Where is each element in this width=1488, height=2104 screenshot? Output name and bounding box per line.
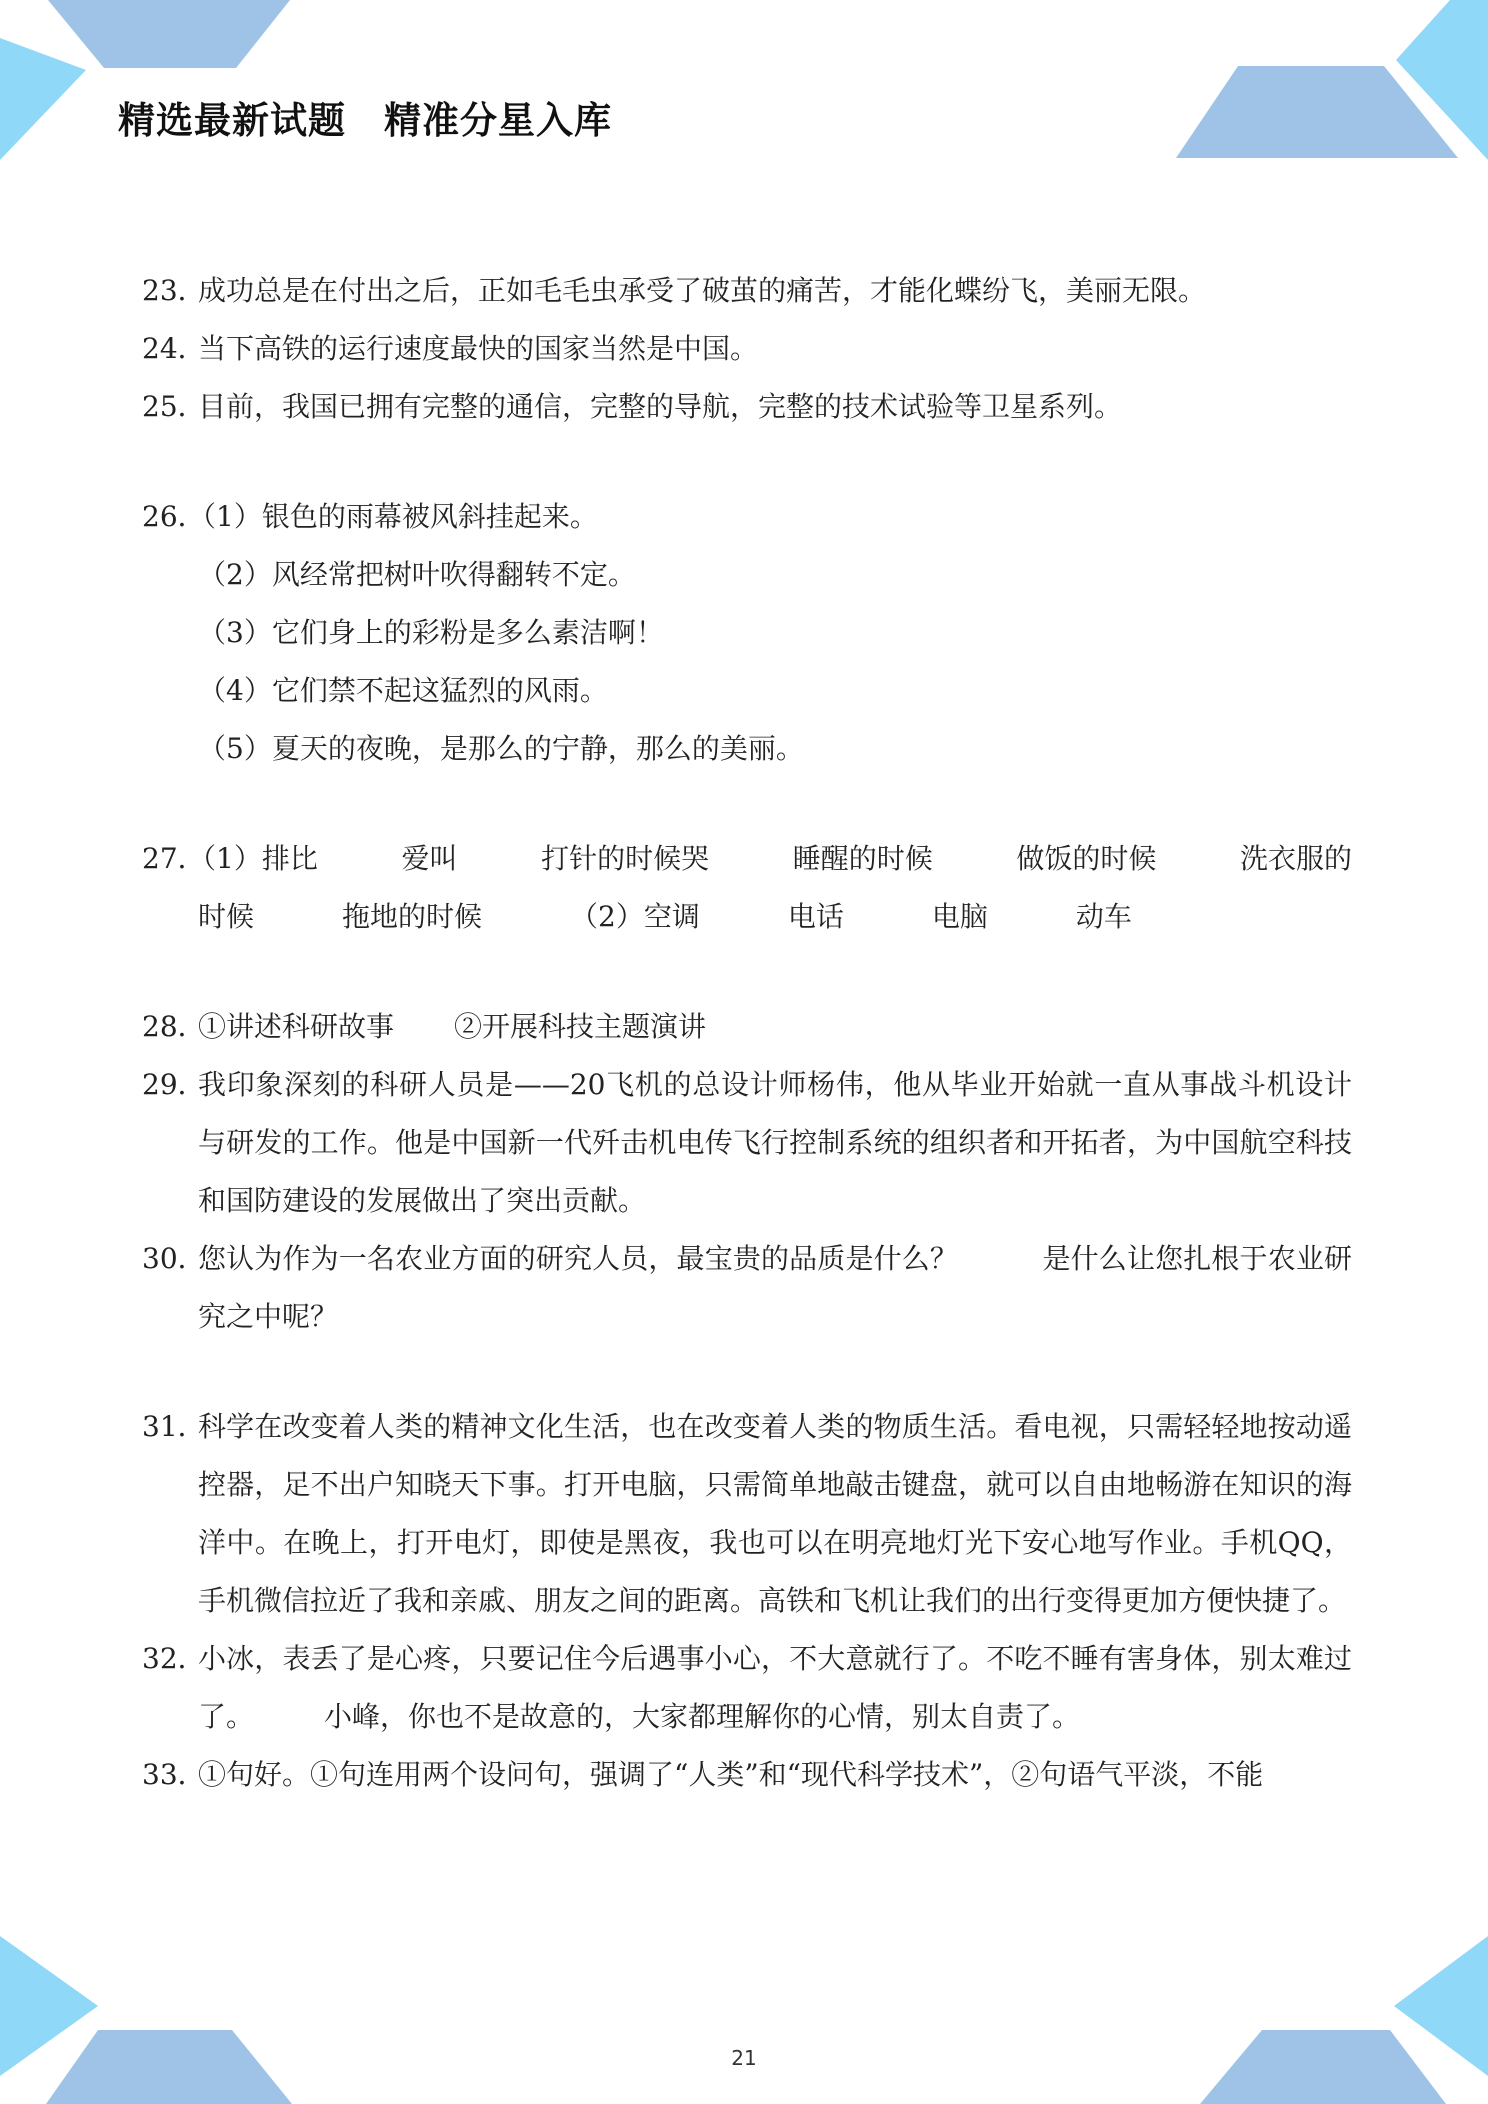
answer-number: 29． (142, 1068, 206, 1101)
answer-31 (142, 1398, 1352, 1630)
answer-text: 我印象深刻的科研人员是——20飞机的总设计师杨伟，他从毕业开始就一直从事战斗机设计与研发的工作。他是中国新一代歼击机电传飞行控制系统的组织者和开拓者，为中国航空科技和国防建设的发展做出了突出贡献。 (198, 1068, 1352, 1217)
answer-number: 26． (142, 500, 206, 533)
answer-text: （1）银色的雨幕被风斜挂起来。 (188, 500, 598, 533)
answer-number: 25． (142, 390, 206, 423)
answer-26 (142, 488, 1352, 778)
answer-row (188, 830, 1352, 888)
answer-text: 科学在改变着人类的精神文化生活，也在改变着人类的物质生活。看电视，只需轻轻地按动遥控器，足不出户知晓天下事。打开电脑，只需简单地敲击键盘，就可以自由地畅游在知识的海洋中。在晚上，打开电灯，即使是黑夜，我也可以在明亮地灯光下安心地写作业。手机QQ，手机微信拉近了我和亲戚、朋友之间的距离。高铁和飞机让我们的出行变得更加方便快捷了。 (198, 1410, 1352, 1617)
answer-sub-item: （4）它们禁不起这猛烈的风雨。 (198, 674, 608, 707)
answer-word: 时候 (198, 900, 255, 933)
corner-triangle-top-left (0, 38, 86, 160)
page-number: 21 (731, 2046, 757, 2070)
answer-sub-item: （3）它们身上的彩粉是多么素洁啊！ (198, 616, 664, 649)
answer-32 (142, 1630, 1352, 1746)
answer-word: 电话 (787, 900, 844, 933)
answer-23 (142, 262, 1352, 320)
answer-text: 目前，我国已拥有完整的通信，完整的导航，完整的技术试验等卫星系列。 (198, 390, 1123, 423)
answer-text: 当下高铁的运行速度最快的国家当然是中国。 (198, 332, 759, 365)
answer-word: （1）排比 (188, 842, 318, 875)
header-trapezoid-top-left (48, 0, 290, 68)
answer-word: 电脑 (931, 900, 988, 933)
answer-word: 打针的时候哭 (541, 842, 710, 875)
answer-word: 拖地的时候 (342, 900, 483, 933)
answer-33 (142, 1746, 1352, 1804)
answer-text: ①句好。①句连用两个设问句，强调了“人类”和“现代科学技术”，②句语气平淡，不能 (198, 1758, 1264, 1791)
header-title: 精选最新试题 精准分星入库 (118, 99, 612, 142)
answer-24 (142, 320, 1352, 378)
answer-row (198, 998, 1352, 1056)
answer-sub-item: （2）风经常把树叶吹得翻转不定。 (198, 558, 636, 591)
answer-27 (142, 830, 1352, 946)
answer-word: 动车 (1075, 900, 1132, 933)
answer-28 (142, 998, 1352, 1056)
answer-word: 洗衣服的 (1239, 842, 1352, 875)
answer-number: 23． (142, 274, 206, 307)
answer-word: ①讲述科研故事 (198, 1010, 395, 1043)
answer-30 (142, 1230, 1352, 1346)
answer-number: 30． (142, 1242, 206, 1275)
answer-text: 成功总是在付出之后，正如毛毛虫承受了破茧的痛苦，才能化蝶纷飞，美丽无限。 (198, 274, 1207, 307)
answer-number: 24． (142, 332, 206, 365)
answer-sub-item: （5）夏天的夜晚，是那么的宁静，那么的美丽。 (198, 732, 804, 765)
answer-number: 32． (142, 1642, 206, 1675)
answer-text: 小冰，表丢了是心疼，只要记住今后遇事小心，不大意就行了。不吃不睡有害身体，别太难过了。 小峰，你也不是故意的，大家都理解你的心情，别太自责了。 (198, 1642, 1352, 1733)
answer-number: 31． (142, 1410, 206, 1443)
answer-word: 睡醒的时候 (792, 842, 933, 875)
answer-number: 33． (142, 1758, 206, 1791)
answer-row (198, 888, 1352, 946)
answer-29 (142, 1056, 1352, 1230)
answer-number: 28． (142, 1010, 206, 1043)
answer-word: ②开展科技主题演讲 (454, 1010, 707, 1043)
answer-content (142, 262, 1352, 1804)
answer-number: 27． (142, 842, 206, 875)
answer-word: 爱叫 (401, 842, 458, 875)
answer-word: 做饭的时候 (1016, 842, 1157, 875)
answer-word: （2）空调 (570, 900, 700, 933)
answer-25 (142, 378, 1352, 436)
answer-text: 您认为作为一名农业方面的研究人员，最宝贵的品质是什么？ 是什么让您扎根于农业研究之中呢？ (198, 1242, 1352, 1333)
